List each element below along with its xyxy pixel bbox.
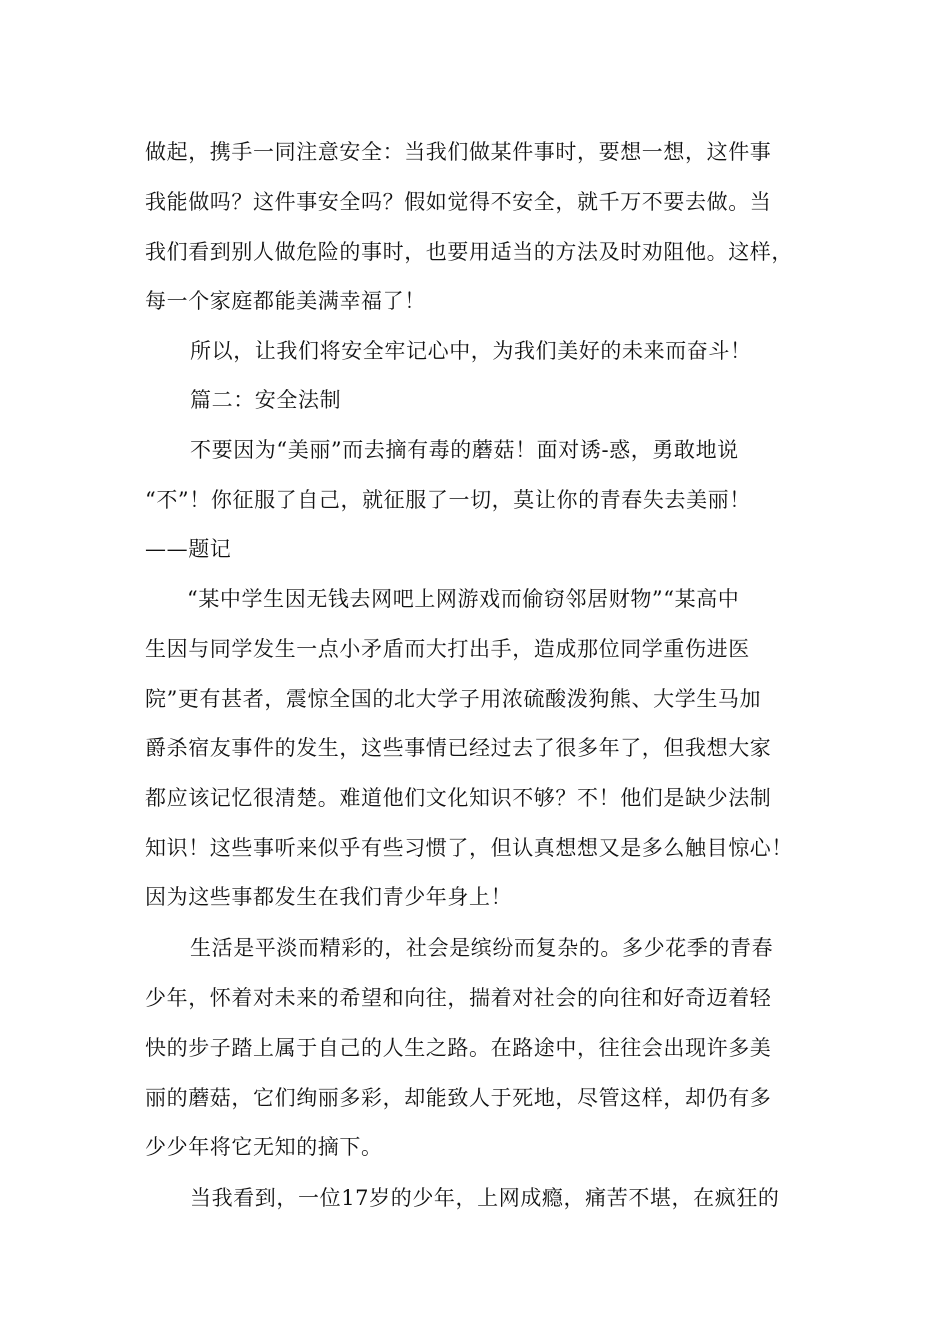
text-line: 快的步子踏上属于自己的人生之路。在路途中，往往会出现许多美 bbox=[145, 1036, 772, 1060]
text-line: 爵杀宿友事件的发生，这些事情已经过去了很多年了，但我想大家 bbox=[145, 736, 772, 760]
text-line: “不”！你征服了自己，就征服了一切，莫让你的青春失去美丽！ bbox=[145, 488, 751, 512]
text-line: 生活是平淡而精彩的，社会是缤纷而复杂的。多少花季的青春 bbox=[190, 936, 774, 960]
text-line: 因为这些事都发生在我们青少年身上！ bbox=[145, 885, 513, 909]
section-heading: 篇二：安全法制 bbox=[190, 388, 342, 412]
text-line: 院”更有甚者，震惊全国的北大学子用浓硫酸泼狗熊、大学生马加 bbox=[145, 687, 762, 711]
text-line: 所以，让我们将安全牢记心中，为我们美好的未来而奋斗！ bbox=[190, 339, 752, 363]
text-line: 少年，怀着对未来的希望和向往，揣着对社会的向往和好奇迈着轻 bbox=[145, 986, 772, 1010]
text-line: “某中学生因无钱去网吧上网游戏而偷窃邻居财物”“某高中 bbox=[187, 587, 740, 611]
text-line: 做起，携手一同注意安全：当我们做某件事时，要想一想，这件事 bbox=[145, 140, 772, 164]
text-line: 少少年将它无知的摘下。 bbox=[145, 1135, 383, 1159]
text-line: 我们看到别人做危险的事时，也要用适当的方法及时劝阻他。这样， bbox=[145, 240, 793, 264]
epigraph-attribution: ——题记 bbox=[145, 537, 232, 561]
text-line: 丽的蘑菇，它们绚丽多彩，却能致人于死地，尽管这样，却仍有多 bbox=[145, 1086, 772, 1110]
text-line: 生因与同学发生一点小矛盾而大打出手，造成那位同学重伤进医 bbox=[145, 637, 750, 661]
text-line: 我能做吗？这件事安全吗？假如觉得不安全，就千万不要去做。当 bbox=[145, 190, 772, 214]
text-line: 当我看到，一位17岁的少年，上网成瘾，痛苦不堪，在疯狂的 bbox=[190, 1186, 780, 1210]
text-line: 每一个家庭都能美满幸福了！ bbox=[145, 289, 426, 313]
text-line: 知识！这些事听来似乎有些习惯了，但认真想想又是多么触目惊心！ bbox=[145, 836, 793, 860]
text-line: 不要因为“美丽”而去摘有毒的蘑菇！面对诱-惑，勇敢地说 bbox=[190, 438, 739, 462]
text-line: 都应该记忆很清楚。难道他们文化知识不够？不！他们是缺少法制 bbox=[145, 786, 772, 810]
